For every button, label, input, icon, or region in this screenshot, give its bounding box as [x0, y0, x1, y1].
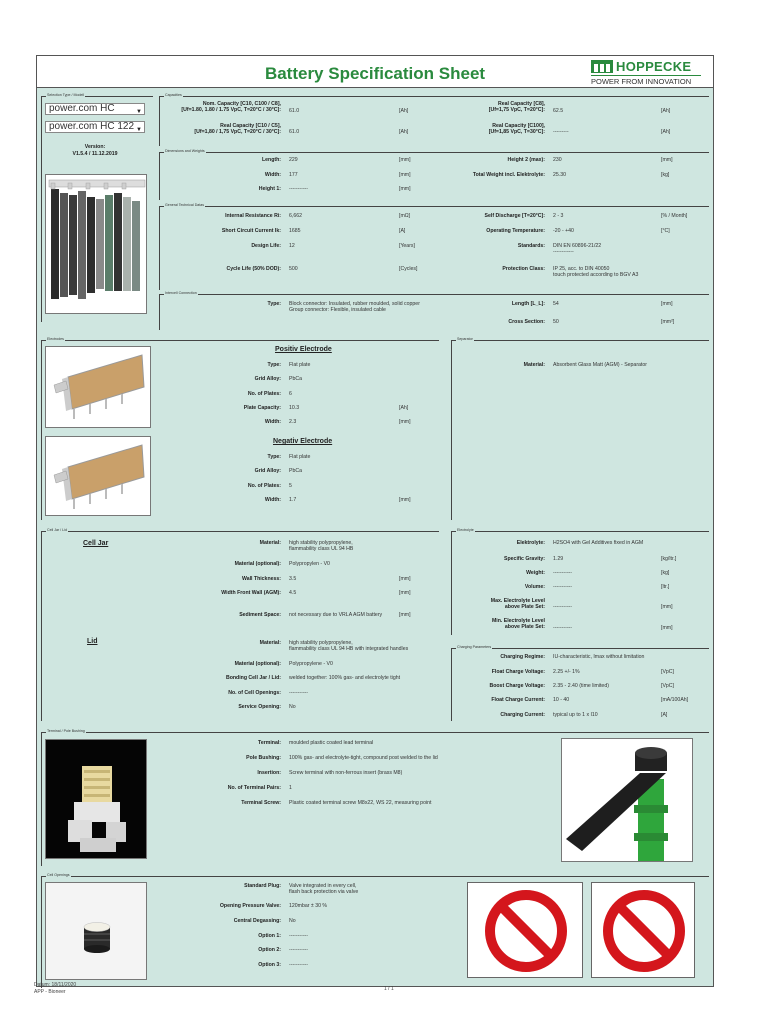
max-level-label: Max. Electrolyte Level above Plate Set: [490, 598, 545, 610]
cross-section-unit: [mm²] [661, 319, 675, 325]
type-select-value: power.com HC [49, 103, 115, 114]
cell-openings-count-label: No. of Cell Openings: [228, 690, 281, 696]
jar-material-value: high stability polypropylene, flammability class UL 94 HB [289, 540, 354, 552]
nom-capacity-label: Nom. Capacity [C10, C100 / C8], [Uf=1.80, 1.80 / 1.75 VpC, T=20°C / 30°C]: [181, 101, 281, 113]
front-wall-label: Width Front Wall (AGM): [221, 590, 281, 596]
no-image-icon [467, 882, 583, 978]
pos-plates-label: No. of Plates: [247, 391, 281, 397]
pos-width-label: Width: [264, 419, 281, 425]
cycle-life-value: 500 [289, 266, 298, 272]
max-level-value: ----------- [553, 604, 573, 610]
option1-value: ----------- [289, 933, 309, 939]
nom-capacity-value: 61.0 [289, 108, 300, 114]
neg-width-unit: [mm] [399, 497, 411, 503]
float-current-value: 10 - 40 [553, 697, 570, 703]
logo-tagline: POWER FROM INNOVATION [591, 75, 701, 86]
neg-width-label: Width: [264, 497, 281, 503]
neg-type-value: Flat plate [289, 454, 311, 460]
charging-current-label: Charging Current: [500, 712, 545, 718]
separator-material-label: Material: [523, 362, 545, 368]
wall-thickness-label: Wall Thickness: [241, 576, 281, 582]
pos-capacity-value: 10.3 [289, 405, 300, 411]
model-select-value: power.com HC 122 [49, 121, 135, 132]
front-wall-value: 4.5 [289, 590, 297, 596]
real-capacity-value: 61.0 [289, 129, 300, 135]
positive-electrode-header: Positiv Electrode [275, 346, 332, 353]
logo-mark-icon [591, 60, 613, 73]
pos-plates-value: 6 [289, 391, 292, 397]
lid-material-value: high stability polypropylene, flammability class UL 94 HB with integrated handles [289, 640, 409, 652]
sediment-space-unit: [mm] [399, 612, 411, 618]
self-discharge-value: 2 - 3 [553, 213, 564, 219]
self-discharge-label: Self Discharge [T=20°C]: [484, 213, 545, 219]
operating-temperature-value: -20 - +40 [553, 228, 574, 234]
option3-label: Option 3: [258, 962, 281, 968]
version-label: Version: [84, 144, 106, 150]
negative-plate-image [45, 436, 151, 516]
section-caption: Electrolyte [457, 528, 474, 532]
section-caption: Terminal / Pole Bushing [47, 729, 85, 733]
real-capacity-c8-label: Real Capacity [C8], [Uf=1,75 VpC, T=20°C]: [488, 101, 545, 113]
height2-label: Height 2 (max): [507, 157, 545, 163]
option2-label: Option 2: [258, 947, 281, 953]
terminal-pairs-label: No. of Terminal Pairs: [227, 785, 281, 791]
neg-plates-value: 5 [289, 483, 292, 489]
terminal-photo [45, 739, 147, 859]
pos-alloy-label: Grid Alloy: [254, 376, 281, 382]
terminal-screw-label: Terminal Screw: [241, 800, 281, 806]
option1-label: Option 1: [258, 933, 281, 939]
electrolyte-value: H2SO4 with Gel Additives fixed in AGM [553, 540, 644, 546]
standard-plug-label: Standard Plug: [244, 883, 281, 889]
min-level-unit: [mm] [661, 625, 673, 631]
lid-header: Lid [87, 638, 98, 645]
terminal-screw-value: Plastic coated terminal screw M8x22, WS 22, measuring point [289, 800, 432, 806]
option3-value: ----------- [289, 962, 309, 968]
section-caption: Separator [457, 337, 473, 341]
standards-label: Standards: [517, 243, 545, 249]
front-wall-unit: [mm] [399, 590, 411, 596]
width-value: 177 [289, 172, 298, 178]
electrolyte-weight-label: Weight: [526, 570, 545, 576]
connector-length-label: Length [L_L]: [511, 301, 545, 307]
chevron-down-icon: ▼ [136, 109, 142, 115]
height2-value: 230 [553, 157, 562, 163]
section-caption: Cell Openings [47, 873, 70, 877]
terminal-label: Terminal: [258, 740, 281, 746]
connector-length-unit: [mm] [661, 301, 673, 307]
neg-type-label: Type: [267, 454, 281, 460]
standard-plug-value: Valve integrated in every cell, flash back protection via valve [289, 883, 359, 895]
electrolyte-weight-unit: [kg] [661, 570, 670, 576]
electrolyte-weight-value: ----------- [553, 570, 573, 576]
protection-class-label: Protection Class: [502, 266, 545, 272]
pos-width-unit: [mm] [399, 419, 411, 425]
real-capacity-unit: [Ah] [399, 129, 409, 135]
internal-resistance-unit: [mΩ] [399, 213, 411, 219]
short-circuit-label: Short Circuit Current Ik: [221, 228, 281, 234]
max-level-unit: [mm] [661, 604, 673, 610]
nom-capacity-unit: [Ah] [399, 108, 409, 114]
page-title: Battery Specification Sheet [264, 64, 486, 83]
electrolyte-label: Elektrolyte: [516, 540, 545, 546]
logo-brand: HOPPECKE [616, 59, 692, 74]
insertion-label: Insertion: [257, 770, 281, 776]
service-opening-value: No [289, 704, 296, 710]
version-value: V1.5.4 / 11.12.2019 [72, 151, 118, 157]
section-caption: Dimensions and Weights [165, 149, 205, 153]
real-capacity-c100-label: Real Capacity [C100], [Uf=1,85 VpC, T=30°C]: [488, 123, 545, 135]
insertion-value: Screw terminal with non-ferrous insert (brass M8) [289, 770, 403, 776]
jar-optional-material-value: Polypropylen - V0 [289, 561, 330, 567]
cycle-life-label: Cycle Life (50% DOD): [226, 266, 281, 272]
min-level-label: Min. Electrolyte Level above Plate Set: [491, 618, 545, 630]
width-unit: [mm] [399, 172, 411, 178]
chevron-down-icon: ▼ [136, 127, 142, 133]
footer-date: Datum: 18/11/2020 [34, 982, 77, 988]
height1-unit: [mm] [399, 186, 411, 192]
hoppecke-logo [591, 60, 701, 84]
jar-optional-material-label: Material (optional): [234, 561, 281, 567]
bonding-value: welded together: 100% gas- and electrolyte tight [289, 675, 401, 681]
type-select[interactable] [45, 103, 145, 115]
title-bar [37, 56, 713, 88]
neg-alloy-label: Grid Alloy: [254, 468, 281, 474]
height1-value: ----------- [289, 186, 309, 192]
charging-current-value: typical up to 1 x I10 [553, 712, 598, 718]
separator-material-value: Absorbent Glass Matt (AGM) - Separator [553, 362, 647, 368]
electrolyte-volume-value: ----------- [553, 584, 573, 590]
section-caption: Cell Jar / Lid [47, 528, 67, 532]
terminal-pairs-value: 1 [289, 785, 292, 791]
specific-gravity-value: 1.29 [553, 556, 564, 562]
opening-pressure-value: 120mbar ± 30 % [289, 903, 328, 909]
length-label: Length: [261, 157, 281, 163]
min-level-value: ----------- [553, 625, 573, 631]
weight-unit: [kg] [661, 172, 670, 178]
boost-voltage-label: Boost Charge Voltage: [489, 683, 545, 689]
lid-optional-material-label: Material (optional): [234, 661, 281, 667]
design-life-value: 12 [289, 243, 295, 249]
connector-length-value: 54 [553, 301, 559, 307]
pos-type-value: Flat plate [289, 362, 311, 368]
boost-voltage-unit: [VpC] [661, 683, 674, 689]
section-caption: Intercell Connection [165, 291, 197, 295]
pole-connector-drawing [561, 738, 693, 862]
protection-class-value: IP 25, acc. to DIN 40050 touch protected according to BGV A3 [553, 266, 639, 278]
charging-current-unit: [A] [661, 712, 668, 718]
internal-resistance-value: 6,662 [289, 213, 302, 219]
central-degassing-label: Central Degassing: [233, 918, 281, 924]
service-opening-label: Service Opening: [238, 704, 281, 710]
model-select[interactable] [45, 121, 145, 133]
cross-section-value: 50 [553, 319, 559, 325]
section-caption: Capacities [165, 93, 182, 97]
neg-width-value: 1.7 [289, 497, 297, 503]
real-capacity-c8-unit: [Ah] [661, 108, 671, 114]
internal-resistance-label: Internal Resistance Ri: [225, 213, 281, 219]
central-degassing-value: No [289, 918, 296, 924]
option2-value: ----------- [289, 947, 309, 953]
design-life-unit: [Years] [399, 243, 415, 249]
cycle-life-unit: [Cycles] [399, 266, 418, 272]
specific-gravity-unit: [kg/ltr.] [661, 556, 677, 562]
sediment-space-label: Sediment Space: [239, 612, 281, 618]
jar-material-label: Material: [259, 540, 281, 546]
sediment-space-value: not necessary due to VRLA AGM battery [289, 612, 383, 618]
section-caption: Selection Type / Modell [47, 93, 85, 97]
short-circuit-unit: [A] [399, 228, 406, 234]
positive-plate-image [45, 346, 151, 428]
section-caption: General Technical Datas [165, 203, 205, 207]
lid-material-label: Material: [259, 640, 281, 646]
boost-voltage-value: 2.35 - 2.40 (time limited) [553, 683, 609, 689]
standards-value: DIN EN 60896-21/22 ------------ [553, 243, 602, 255]
pos-alloy-value: PbCa [289, 376, 302, 382]
neg-plates-label: No. of Plates: [247, 483, 281, 489]
width-label: Width: [264, 172, 281, 178]
float-current-unit: [mA/100Ah] [661, 697, 689, 703]
length-value: 229 [289, 157, 298, 163]
pos-capacity-unit: [Ah] [399, 405, 409, 411]
float-voltage-label: Float Charge Voltage: [491, 669, 545, 675]
negative-electrode-header: Negativ Electrode [273, 438, 333, 445]
section-caption: Charging Parameters [457, 645, 492, 649]
no-image-icon [591, 882, 695, 978]
height1-label: Height 1: [258, 186, 281, 192]
terminal-value: moulded plastic coated lead terminal [289, 740, 374, 746]
cross-section-label: Cross Section: [508, 319, 545, 325]
float-voltage-value: 2.25 +/- 1% [553, 669, 580, 675]
pos-type-label: Type: [267, 362, 281, 368]
valve-plug-photo [45, 882, 147, 980]
cell-jar-header: Cell Jar [83, 540, 109, 547]
pole-bushing-label: Pole Bushing: [246, 755, 281, 761]
operating-temperature-unit: [°C] [661, 228, 670, 234]
wall-thickness-unit: [mm] [399, 576, 411, 582]
page-number: 1 / 1 [384, 986, 394, 992]
operating-temperature-label: Operating Temperature: [486, 228, 545, 234]
real-capacity-label: Real Capacity [C10 / C5], [Uf=1,80 / 1,75 VpC, T=20°C / 30°C]: [194, 123, 281, 135]
pos-capacity-label: Plate Capacity: [243, 405, 281, 411]
lid-optional-material-value: Polypropylene - V0 [289, 661, 333, 667]
pole-bushing-value: 100% gas- and electrolyte-tight, compound post welded to the lid [289, 755, 438, 761]
bonding-label: Bonding Cell Jar / Lid: [225, 675, 281, 681]
pos-width-value: 2.3 [289, 419, 297, 425]
self-discharge-unit: [% / Month] [661, 213, 688, 219]
weight-label: Total Weight incl. Elektrolyte: [472, 172, 545, 178]
real-capacity-c8-value: 62.5 [553, 108, 564, 114]
electrolyte-volume-label: Volume: [524, 584, 545, 590]
electrolyte-volume-unit: [ltr.] [661, 584, 670, 590]
wall-thickness-value: 3.5 [289, 576, 297, 582]
specific-gravity-label: Specific Gravity: [504, 556, 545, 562]
connector-type-value: Block connector: Insulated, rubber moulded, solid copper Group connector: Flexible, insulated cable [289, 301, 420, 313]
charging-regime-label: Charging Regime: [500, 654, 545, 660]
float-voltage-unit: [VpC] [661, 669, 674, 675]
section-caption: Electrodes [47, 337, 64, 341]
design-life-label: Design Life: [251, 243, 281, 249]
battery-cutaway-image [45, 174, 147, 314]
cell-openings-count-value: ----------- [289, 690, 309, 696]
specification-sheet [36, 55, 714, 987]
real-capacity-c100-value: --------- [553, 129, 569, 135]
neg-alloy-value: PbCa [289, 468, 302, 474]
height2-unit: [mm] [661, 157, 673, 163]
opening-pressure-label: Opening Pressure Valve: [219, 903, 281, 909]
real-capacity-c100-unit: [Ah] [661, 129, 671, 135]
connector-type-label: Type: [267, 301, 281, 307]
float-current-label: Float Charge Current: [491, 697, 545, 703]
length-unit: [mm] [399, 157, 411, 163]
weight-value: 25.30 [553, 172, 566, 178]
charging-regime-value: IU-characteristic, Imax without limitation [553, 654, 645, 660]
short-circuit-value: 1685 [289, 228, 301, 234]
footer-author: APP - Bioneer [34, 989, 66, 995]
